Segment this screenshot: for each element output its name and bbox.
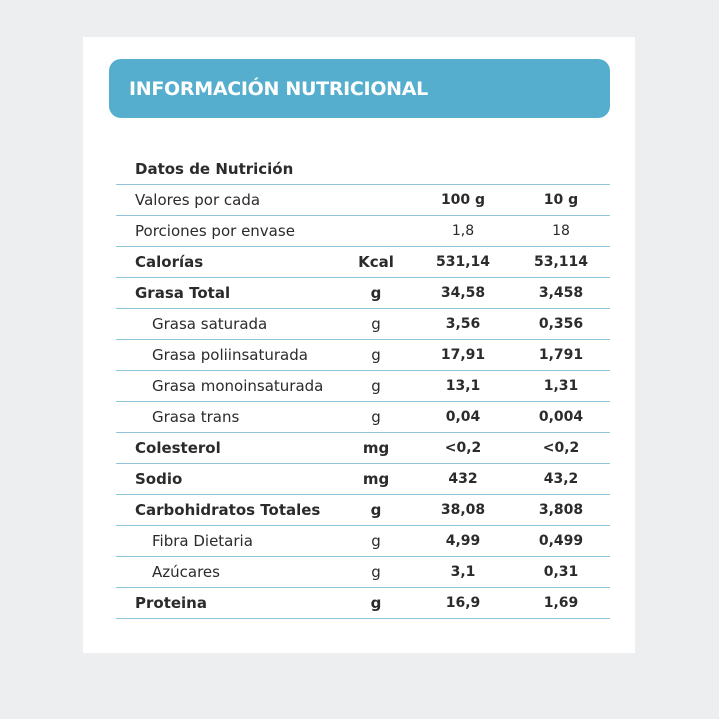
row-unit: g xyxy=(371,408,381,426)
row-value-10g: 0,004 xyxy=(538,409,584,425)
row-value-100g: 17,91 xyxy=(440,347,486,363)
table-heading-row xyxy=(116,153,610,185)
row-unit: Kcal xyxy=(358,253,394,271)
table-row xyxy=(116,185,610,216)
row-label: Grasa Total xyxy=(135,284,231,302)
row-value-10g: 1,31 xyxy=(543,378,579,394)
nutrition-table xyxy=(116,153,610,619)
row-value-10g: 18 xyxy=(552,223,570,239)
row-value-100g: 0,04 xyxy=(445,409,481,425)
row-unit: mg xyxy=(362,470,390,488)
row-unit: g xyxy=(370,501,382,519)
table-row xyxy=(116,278,610,309)
row-unit: g xyxy=(371,532,381,550)
row-unit: g xyxy=(371,346,381,364)
row-unit: g xyxy=(371,315,381,333)
table-body xyxy=(116,185,610,619)
row-label: Proteina xyxy=(135,594,207,612)
row-label: Colesterol xyxy=(135,439,221,457)
table-row xyxy=(116,340,610,371)
row-value-10g: 0,499 xyxy=(538,533,584,549)
nutrition-card xyxy=(83,37,635,653)
table-row xyxy=(116,526,610,557)
banner-title: INFORMACIÓN NUTRICIONAL xyxy=(129,77,428,100)
row-value-100g: 4,99 xyxy=(445,533,481,549)
row-label: Grasa trans xyxy=(152,408,240,426)
row-value-10g: 3,458 xyxy=(538,285,584,301)
row-value-100g: 16,9 xyxy=(445,595,481,611)
row-label: Calorías xyxy=(135,253,204,271)
row-label: Grasa monoinsaturada xyxy=(152,377,324,395)
row-value-10g: 43,2 xyxy=(543,471,579,487)
row-unit: g xyxy=(371,563,381,581)
row-unit: g xyxy=(371,377,381,395)
row-label: Fibra Dietaria xyxy=(152,532,253,550)
row-label: Porciones por envase xyxy=(135,222,295,240)
row-value-100g: 531,14 xyxy=(435,254,491,270)
row-label: Azúcares xyxy=(152,563,220,581)
table-row xyxy=(116,464,610,495)
row-value-10g: 53,114 xyxy=(533,254,589,270)
row-value-100g: 34,58 xyxy=(440,285,486,301)
row-value-100g: 1,8 xyxy=(451,223,475,239)
row-value-10g: 10 g xyxy=(543,192,579,208)
table-row xyxy=(116,557,610,588)
row-value-10g: <0,2 xyxy=(542,440,580,456)
row-label: Grasa poliinsaturada xyxy=(152,346,308,364)
row-label: Carbohidratos Totales xyxy=(135,501,321,519)
table-row xyxy=(116,402,610,433)
row-value-10g: 0,356 xyxy=(538,316,584,332)
table-row xyxy=(116,495,610,526)
row-value-100g: 3,1 xyxy=(450,564,476,580)
table-row xyxy=(116,216,610,247)
row-value-100g: 38,08 xyxy=(440,502,486,518)
row-label: Grasa saturada xyxy=(152,315,268,333)
row-value-100g: 3,56 xyxy=(445,316,481,332)
row-value-100g: <0,2 xyxy=(444,440,482,456)
row-unit: g xyxy=(370,284,382,302)
row-label: Sodio xyxy=(135,470,183,488)
table-row xyxy=(116,247,610,278)
row-value-100g: 13,1 xyxy=(445,378,481,394)
table-heading: Datos de Nutrición xyxy=(135,159,294,178)
row-label: Valores por cada xyxy=(135,191,261,209)
row-value-10g: 3,808 xyxy=(538,502,584,518)
row-value-10g: 1,791 xyxy=(538,347,584,363)
row-value-10g: 1,69 xyxy=(543,595,579,611)
table-row xyxy=(116,588,610,619)
table-row xyxy=(116,371,610,402)
row-value-10g: 0,31 xyxy=(543,564,579,580)
table-row xyxy=(116,433,610,464)
row-value-100g: 100 g xyxy=(440,192,486,208)
table-row xyxy=(116,309,610,340)
row-value-100g: 432 xyxy=(448,471,478,487)
row-unit: mg xyxy=(362,439,390,457)
title-banner xyxy=(109,59,610,118)
row-unit: g xyxy=(370,594,382,612)
